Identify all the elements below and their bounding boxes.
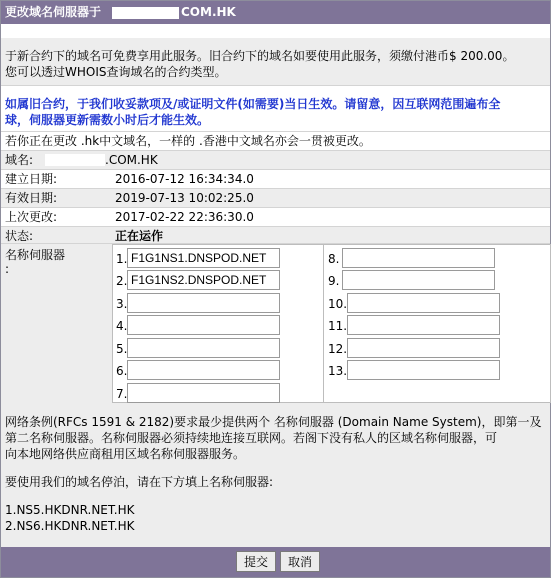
title-domain-suffix: COM.HK	[181, 5, 236, 19]
terms-line-2: 第二名称伺服器。名称伺服器必须持续地连接互联网。若阁下没有私人的区域名称伺服器，可	[5, 431, 498, 445]
ns-input-8[interactable]	[342, 248, 495, 268]
ns-num-3: 3.	[116, 297, 128, 311]
button-bar	[1, 547, 550, 577]
terms-line-3: 向本地网络供应商租用区域名称伺服器服务。	[5, 447, 246, 461]
expiry-value: 2019-07-13 10:02:25.0	[115, 191, 254, 205]
cancel-button[interactable]: 取消	[280, 551, 320, 572]
ns-input-4[interactable]	[127, 315, 280, 335]
ns-input-1[interactable]	[127, 248, 280, 268]
ns-num-8: 8.	[328, 252, 340, 266]
title-bar	[1, 1, 550, 24]
info-section	[1, 404, 550, 547]
ns-input-6[interactable]	[127, 360, 280, 380]
ns-num-6: 6.	[116, 364, 128, 378]
parking-ns-1: 1.NS5.HKDNR.NET.HK	[5, 503, 135, 517]
ns-num-5: 5.	[116, 342, 128, 356]
status-value: 正在运作	[115, 229, 164, 243]
intro-section	[1, 38, 550, 85]
ns-num-7: 7.	[116, 387, 128, 401]
parking-intro: 要使用我们的域名停泊，请在下方填上名称伺服器:	[5, 475, 274, 489]
created-label: 建立日期:	[5, 172, 58, 186]
ns-input-10[interactable]	[347, 293, 500, 313]
created-value: 2016-07-12 16:34:34.0	[115, 172, 254, 186]
parking-ns-2: 2.NS6.HKDNR.NET.HK	[5, 519, 135, 533]
ns-input-13[interactable]	[347, 360, 500, 380]
detail-row-modified	[1, 207, 550, 226]
redacted-domain	[112, 7, 179, 19]
ns-num-10: 10.	[328, 297, 348, 311]
status-label: 状态:	[5, 229, 34, 243]
intro-line-2: 您可以透过WHOIS查询域名的合约类型。	[5, 65, 227, 79]
ns-input-7[interactable]	[127, 383, 280, 403]
terms-line-1: 网络条例(RFCs 1591 & 2182)要求最少提供两个 名称伺服器 (Domain Name System)，即第一及	[5, 415, 542, 429]
redacted-domain-name	[45, 154, 105, 166]
ns-input-12[interactable]	[347, 338, 500, 358]
ns-input-3[interactable]	[127, 293, 280, 313]
nameserver-section	[1, 243, 550, 404]
nameserver-label-text: 名称伺服器	[5, 248, 66, 262]
ns-num-2: 2.	[116, 274, 128, 288]
nameserver-label	[5, 248, 65, 276]
ns-input-9[interactable]	[342, 270, 495, 290]
intro-line-1: 于新合约下的域名可免费享用此服务。旧合约下的域名如要使用此服务，须缴付港币$ 200.00。	[5, 49, 515, 63]
nameserver-label-colon: :	[5, 262, 10, 276]
title-prefix: 更改域名伺服器于	[5, 5, 102, 19]
ns-num-9: 9.	[328, 274, 340, 288]
hk-note: 若你正在更改 .hk中文域名，一样的 .香港中文域名亦会一贯被更改。	[5, 134, 371, 148]
modified-value: 2017-02-22 22:36:30.0	[115, 210, 254, 224]
ns-num-12: 12.	[328, 342, 348, 356]
hk-note-row	[1, 131, 550, 150]
ns-input-2[interactable]	[127, 270, 280, 290]
modified-label: 上次更改:	[5, 210, 58, 224]
ns-input-11[interactable]	[347, 315, 500, 335]
notice-section	[1, 86, 550, 131]
ns-num-13: 13.	[328, 364, 348, 378]
submit-button[interactable]: 提交	[236, 551, 276, 572]
ns-num-4: 4.	[116, 319, 128, 333]
ns-num-1: 1.	[116, 252, 128, 266]
spacer	[1, 24, 550, 38]
ns-input-5[interactable]	[127, 338, 280, 358]
notice-line-2: 球，伺服器更新需数小时后才能生效。	[5, 113, 210, 127]
notice-line-1: 如属旧合约，于我们收妥款项及/或证明文件(如需要)当日生效。请留意，因互联网范围遍布全	[5, 97, 501, 111]
detail-row-expiry	[1, 188, 550, 207]
detail-row-created	[1, 169, 550, 188]
expiry-label: 有效日期:	[5, 191, 58, 205]
domain-label: 域名:	[5, 153, 34, 167]
domain-value: .COM.HK	[105, 153, 158, 167]
detail-row-domain	[1, 150, 550, 169]
ns-num-11: 11.	[328, 319, 348, 333]
